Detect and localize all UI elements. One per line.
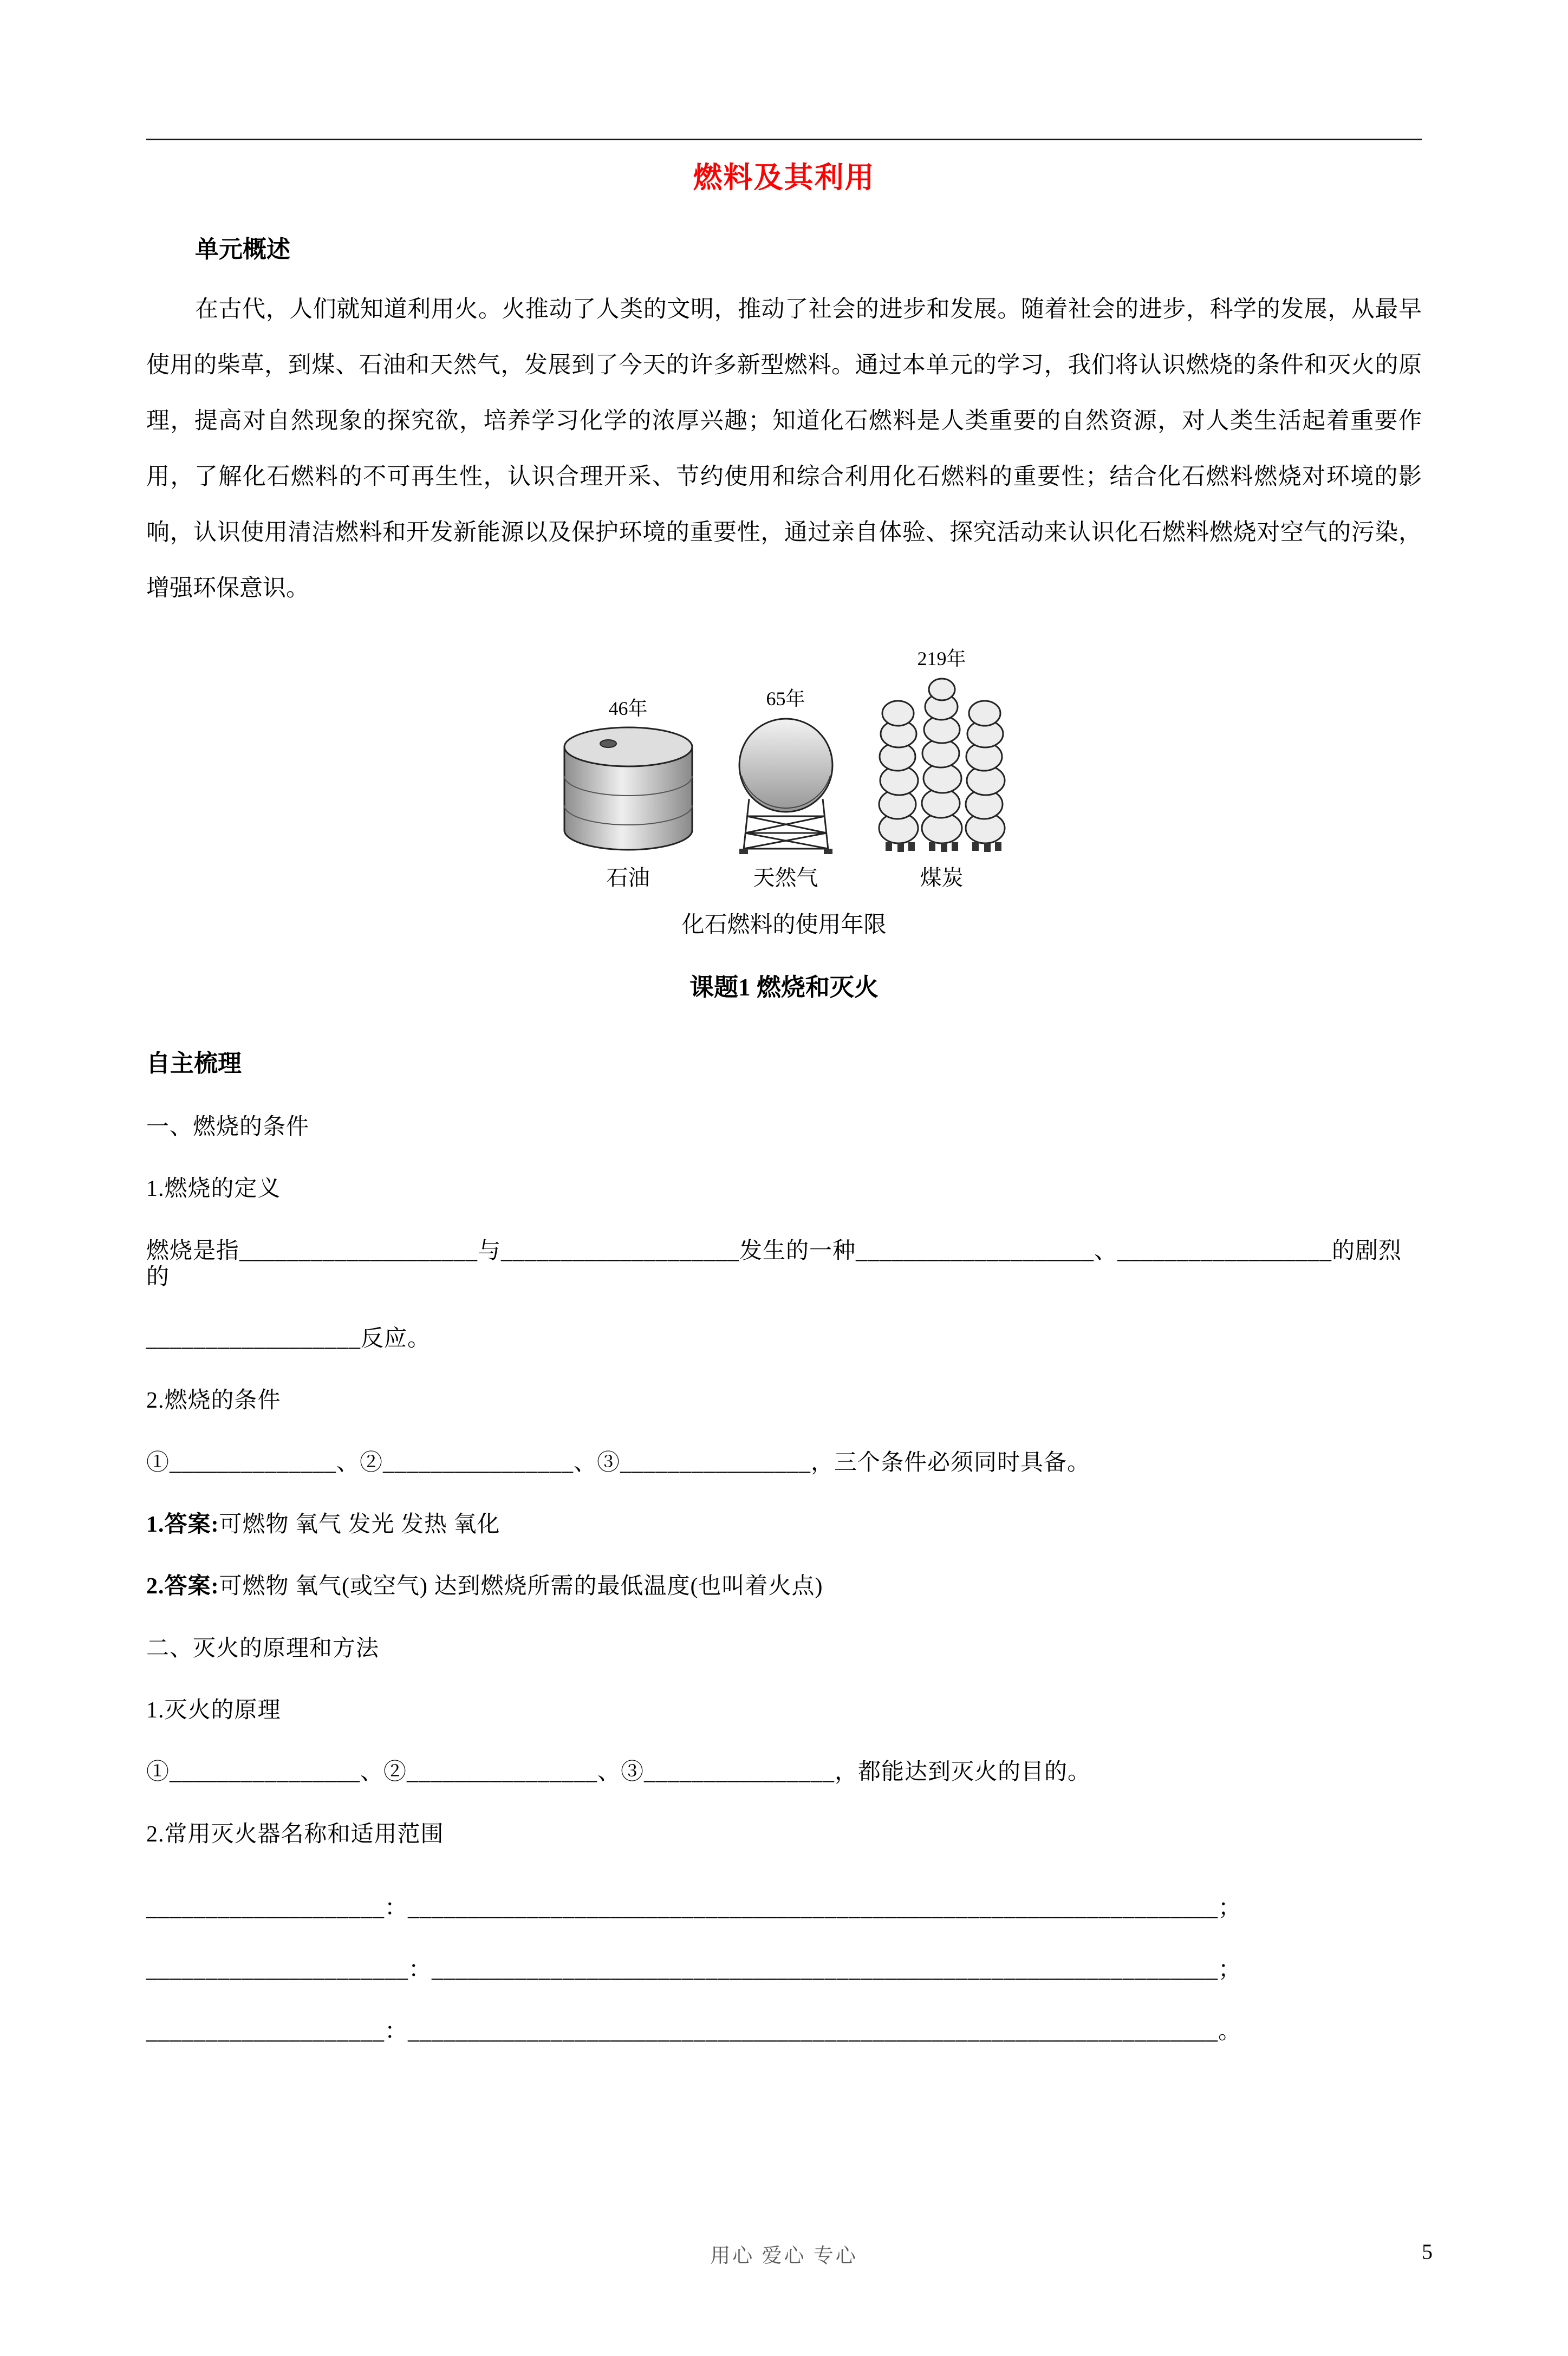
coal-label: 煤炭 bbox=[920, 865, 964, 890]
gas-holder-illustration bbox=[731, 713, 841, 855]
oil-drum-illustration bbox=[558, 723, 698, 855]
header-rule bbox=[146, 139, 1422, 140]
fossil-fuel-figure bbox=[146, 643, 1422, 891]
definition-blanks-line: 燃烧是指____________________与____________________发生的一种____________________、__________________的剧烈的 bbox=[146, 1238, 1402, 1290]
conditions-heading: 2.燃烧的条件 bbox=[146, 1388, 281, 1414]
overview-heading: 单元概述 bbox=[195, 236, 290, 263]
figure-caption: 化石燃料的使用年限 bbox=[681, 913, 887, 938]
extinguisher-blank-row-3: ____________________：____________________________________________________________________。 bbox=[146, 2019, 1241, 2045]
conditions-blanks-line: ①______________、②________________、③________________，三个条件必须同时具备。 bbox=[146, 1450, 1091, 1475]
oil-label: 石油 bbox=[606, 865, 650, 890]
answer-1-prefix: 1.答案: bbox=[146, 1512, 219, 1538]
overview-paragraph: 在古代，人们就知道利用火。火推动了人类的文明，推动了社会的进步和发展。随着社会的进步，科学的发展，从最早使用的柴草，到煤、石油和天然气，发展到了今天的许多新型燃料。通过本单元的学习，我们将认识燃烧的条件和灭火的原理，提高对自然现象的探究欲，培养学习化学的浓厚兴趣；知道化石燃料是人类重要的自然资源，对人类生活起着重要作用，了解化石燃料的不可再生性，认识合理开采、节约使用和综合利用化石燃料的重要性；结合化石燃料燃烧对环境的影响，认识使用清洁燃料和开发新能源以及保护环境的重要性，通过亲自体验、探究活动来认识化石燃料燃烧对空气的污染，增强环保意识。 bbox=[146, 297, 1422, 601]
oil-years-label: 46年 bbox=[608, 698, 648, 719]
document-page bbox=[0, 139, 1568, 2356]
answer-1-text: 可燃物 氧气 发光 发热 氧化 bbox=[219, 1512, 500, 1538]
coal-illustration bbox=[874, 673, 1010, 855]
figure-item-gas bbox=[731, 684, 841, 891]
extinguish-principle-heading: 1.灭火的原理 bbox=[146, 1697, 281, 1723]
footer-motto: 用心 爱心 专心 bbox=[710, 2245, 858, 2267]
answer-2-prefix: 2.答案: bbox=[146, 1574, 219, 1599]
definition-heading: 1.燃烧的定义 bbox=[146, 1176, 281, 1202]
figure-item-oil bbox=[558, 693, 698, 891]
extinguisher-types-heading: 2.常用灭火器名称和适用范围 bbox=[146, 1821, 444, 1847]
answer-2-text: 可燃物 氧气(或空气) 达到燃烧所需的最低温度(也叫着火点) bbox=[219, 1574, 823, 1599]
extinguish-blanks-line: ①________________、②________________、③________________，都能达到灭火的目的。 bbox=[146, 1760, 1091, 1785]
gas-label: 天然气 bbox=[753, 865, 818, 890]
gas-years-label: 65年 bbox=[766, 688, 805, 710]
figure-item-coal bbox=[874, 643, 1010, 891]
answer-line-1 bbox=[146, 1512, 1422, 1538]
definition-blanks-line-2: __________________反应。 bbox=[146, 1326, 431, 1352]
document-title: 燃料及其利用 bbox=[693, 161, 875, 194]
section-two-heading: 二、灭火的原理和方法 bbox=[146, 1636, 380, 1661]
page-number: 5 bbox=[1422, 2240, 1433, 2264]
self-study-heading: 自主梳理 bbox=[146, 1050, 242, 1077]
page-footer bbox=[146, 2239, 1433, 2268]
extinguisher-blank-row-2: ______________________：__________________________________________________________________； bbox=[146, 1957, 1241, 1983]
lesson-title: 课题1 燃烧和灭火 bbox=[689, 974, 879, 1001]
coal-years-label: 219年 bbox=[917, 648, 966, 669]
lesson-content bbox=[146, 1114, 1422, 2045]
section-one-heading: 一、燃烧的条件 bbox=[146, 1115, 310, 1140]
answer-line-2 bbox=[146, 1573, 1422, 1599]
extinguisher-blank-row-1: ____________________：____________________________________________________________________； bbox=[146, 1895, 1241, 1921]
